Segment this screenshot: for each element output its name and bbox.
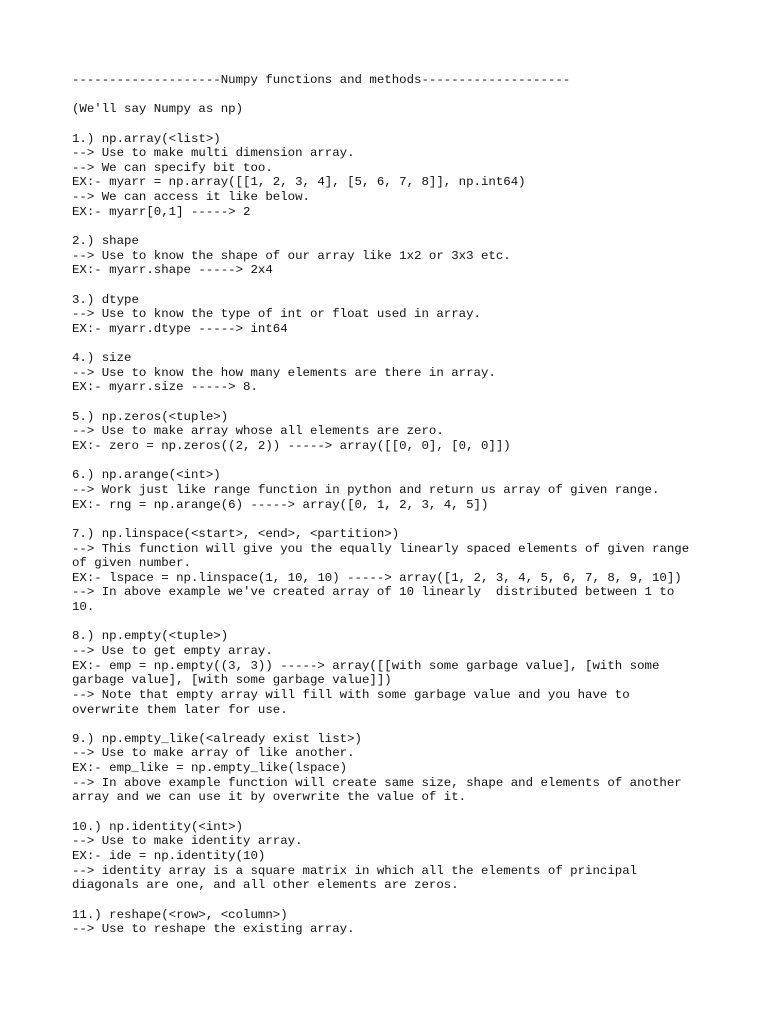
section-heading: 3.) dtype: [72, 292, 139, 307]
section-heading: 2.) shape: [72, 234, 139, 249]
section-np-linspace: [72, 527, 722, 615]
document-text: [72, 73, 722, 937]
section-reshape: [72, 908, 722, 937]
section-np-arange: [72, 468, 722, 512]
section-line: EX:- myarr.shape -----> 2x4: [72, 263, 273, 278]
section-np-empty-like: [72, 732, 722, 805]
section-line: EX:- emp_like = np.empty_like(lspace): [72, 761, 348, 776]
section-line: --> Use to reshape the existing array.: [72, 922, 355, 937]
section-heading: 9.) np.empty_like(<already exist list>): [72, 731, 362, 746]
section-line: --> In above example we've created array of 10 linearly distributed between 1 to: [72, 585, 675, 600]
section-line: --> Use to make array whose all elements are zero.: [72, 424, 444, 439]
section-heading: 6.) np.arange(<int>): [72, 468, 221, 483]
blank-line: [72, 395, 722, 410]
section-line: --> identity array is a square matrix in which all the elements of principal: [72, 863, 638, 878]
blank-line: [72, 805, 722, 820]
section-line: --> We can specify bit too.: [72, 160, 273, 175]
section-line: --> Use to make multi dimension array.: [72, 146, 355, 161]
section-heading: 7.) np.linspace(<start>, <end>, <partition>): [72, 526, 400, 541]
section-line: EX:- lspace = np.linspace(1, 10, 10) -----> array([1, 2, 3, 4, 5, 6, 7, 8, 9, 10]): [72, 570, 682, 585]
section-np-empty: [72, 629, 722, 717]
section-line: garbage value], [with some garbage value]]): [72, 673, 392, 688]
section-line: --> Use to know the shape of our array like 1x2 or 3x3 etc.: [72, 248, 511, 263]
section-line: EX:- myarr.dtype -----> int64: [72, 321, 288, 336]
section-heading: 4.) size: [72, 351, 132, 366]
section-line: --> This function will give you the equally linearly spaced elements of given range: [72, 541, 690, 556]
blank-line: [72, 278, 722, 293]
section-heading: 11.) reshape(<row>, <column>): [72, 907, 288, 922]
section-line: --> Work just like range function in python and return us array of given range.: [72, 482, 660, 497]
blank-line: [72, 512, 722, 527]
blank-line: [72, 893, 722, 908]
document-title: --------------------Numpy functions and methods--------------------: [72, 73, 571, 87]
section-heading: 10.) np.identity(<int>): [72, 819, 244, 834]
blank-line: [72, 88, 722, 103]
section-np-identity: [72, 820, 722, 893]
section-line: --> Use to know the how many elements are there in array.: [72, 365, 496, 380]
section-heading: 1.) np.array(<list>): [72, 131, 221, 146]
section-line: --> Use to make array of like another.: [72, 746, 355, 761]
section-line: --> Note that empty array will fill with some garbage value and you have to: [72, 687, 630, 702]
section-line: of given number.: [72, 556, 191, 571]
section-np-zeros: [72, 410, 722, 454]
section-line: overwrite them later for use.: [72, 702, 288, 717]
section-line: EX:- rng = np.arange(6) -----> array([0, 1, 2, 3, 4, 5]): [72, 497, 489, 512]
section-np-array: [72, 132, 722, 220]
section-shape: [72, 234, 722, 278]
section-size: [72, 351, 722, 395]
intro-note: (We'll say Numpy as np): [72, 102, 244, 117]
section-line: --> Use to get empty array.: [72, 643, 273, 658]
section-line: --> In above example function will create same size, shape and elements of another: [72, 775, 682, 790]
section-dtype: [72, 293, 722, 337]
section-line: EX:- ide = np.identity(10): [72, 848, 266, 863]
section-line: EX:- myarr[0,1] -----> 2: [72, 204, 251, 219]
section-line: array and we can use it by overwrite the value of it.: [72, 790, 467, 805]
section-line: diagonals are one, and all other elements are zeros.: [72, 878, 459, 893]
section-heading: 8.) np.empty(<tuple>): [72, 629, 229, 644]
section-line: --> We can access it like below.: [72, 190, 310, 205]
blank-line: [72, 717, 722, 732]
section-line: --> Use to make identity array.: [72, 834, 303, 849]
section-line: --> Use to know the type of int or float used in array.: [72, 307, 481, 322]
blank-line: [72, 219, 722, 234]
section-line: EX:- zero = np.zeros((2, 2)) -----> array([[0, 0], [0, 0]]): [72, 439, 511, 454]
section-line: EX:- emp = np.empty((3, 3)) -----> array([[with some garbage value], [with some: [72, 658, 660, 673]
section-heading: 5.) np.zeros(<tuple>): [72, 409, 229, 424]
blank-line: [72, 454, 722, 469]
section-line: EX:- myarr = np.array([[1, 2, 3, 4], [5, 6, 7, 8]], np.int64): [72, 175, 526, 190]
section-line: EX:- myarr.size -----> 8.: [72, 380, 258, 395]
section-line: 10.: [72, 600, 95, 615]
blank-line: [72, 337, 722, 352]
blank-line: [72, 615, 722, 630]
blank-line: [72, 117, 722, 132]
